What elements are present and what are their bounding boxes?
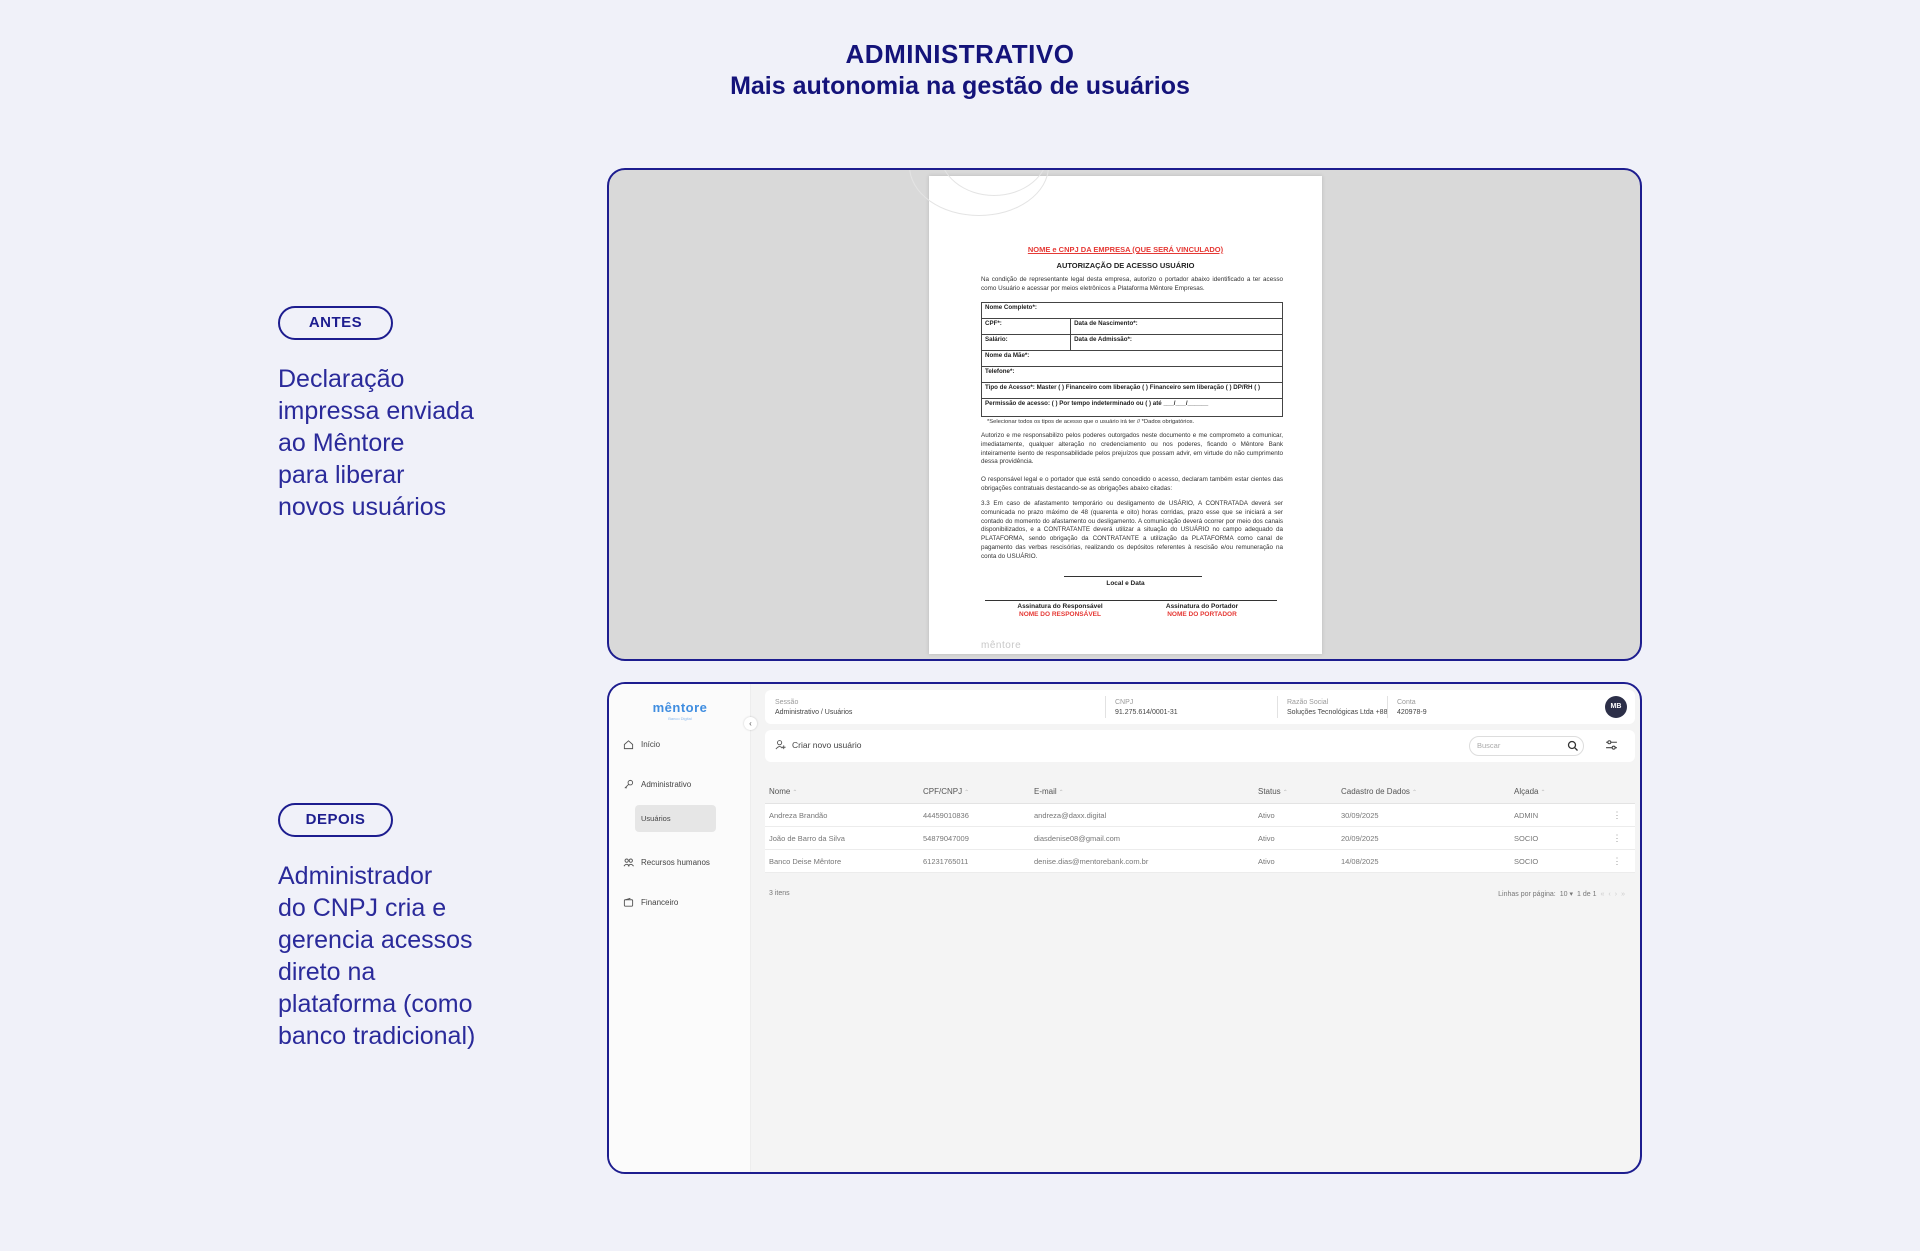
filter-icon[interactable] [1605,739,1618,752]
doc-watermark: mêntore [981,640,1022,651]
cell-email: andreza@daxx.digital [1034,810,1107,820]
items-count: 3 itens [769,890,790,897]
doc-sig-port-label: Assinatura do Portador [1165,603,1239,610]
doc-field-nascimento: Data de Nascimento*: [1071,319,1283,335]
add-user-icon [775,739,786,750]
doc-field-telefone: Telefone*: [982,367,1283,383]
sidebar-item-label: Recursos humanos [641,858,710,867]
sidebar-collapse-button[interactable]: ‹ [744,717,757,730]
cell-nome: Andreza Brandão [769,810,828,820]
doc-intro: Na condição de representante legal desta empresa, autorizo o portador abaixo identificado a ter acesso como Usuário e acessar por meios eletrônicos a Plataforma Mêntore Empresas. [981,276,1283,292]
sort-icon: ⌃ [964,790,970,796]
row-actions-icon[interactable]: ⋮ [1612,809,1622,820]
sort-icon: ⌃ [792,790,798,796]
table-row[interactable] [765,827,1635,850]
doc-field-mae: Nome da Mãe*: [982,351,1283,367]
divider [1277,696,1278,718]
search-icon[interactable] [1567,740,1579,752]
doc-form-table [981,302,1283,417]
column-label: CPF/CNPJ [923,787,963,796]
divider [1387,696,1388,718]
doc-sig-resp-label: Assinatura do Responsável [1017,603,1103,610]
after-frame [607,682,1642,1174]
doc-para-2: O responsável legal e o portador que está sendo concedido o acesso, declaram também estar cientes das obrigações contratuais destacando-se as obrigações abaixo citadas: [981,476,1283,492]
column-header-alcada[interactable] [1510,787,1595,796]
cell-cpf: 61231765011 [923,856,969,866]
doc-sig-port-name: NOME DO PORTADOR [1167,611,1237,618]
users-table [765,780,1635,873]
context-bar [765,690,1635,724]
sidebar-item-financeiro[interactable] [623,897,678,908]
column-label: Alçada [1514,787,1539,796]
sidebar-item-label: Início [641,740,661,749]
antes-caption: Declaração impressa enviada ao Mêntore para liberar novos usuários [278,365,474,521]
sidebar-item-recursos-humanos[interactable] [623,857,710,868]
cell-cadastro: 14/08/2025 [1341,856,1379,866]
divider [1105,696,1106,718]
doc-location-date: Local e Data [1106,580,1145,587]
cnpj-info [1115,698,1178,718]
rows-per-page-label: Linhas por página: [1498,890,1556,898]
create-user-button[interactable] [775,739,861,750]
create-user-label: Criar novo usuário [792,739,862,750]
sort-icon: ⌃ [1058,790,1064,796]
first-page-icon[interactable]: « [1600,890,1605,898]
cell-email: diasdenise08@gmail.com [1034,833,1120,843]
doc-field-nome: Nome Completo*: [982,303,1283,319]
doc-field-tipo: Tipo de Acesso*: Master ( ) Financeiro com liberação ( ) Financeiro sem liberação ( ) DP/RH ( ) [982,383,1283,399]
column-header-status[interactable] [1254,787,1337,796]
page-subtitle: Mais autonomia na gestão de usuários [730,72,1190,100]
doc-field-salario: Salário: [982,335,1071,351]
sidebar-item-inicio[interactable] [623,739,660,750]
column-header-email[interactable] [1030,787,1254,796]
prev-page-icon[interactable]: ‹ [1608,890,1611,898]
depois-badge: DEPOIS [278,803,393,837]
rows-per-page-value: 10 [1559,891,1568,898]
doc-sig-resp-name: NOME DO RESPONSÁVEL [1019,611,1101,618]
column-label: E-mail [1034,787,1057,796]
doc-heading: AUTORIZAÇÃO DE ACESSO USUÁRIO [1056,261,1195,270]
cell-email: denise.dias@mentorebank.com.br [1034,856,1149,866]
doc-note: *Selecionar todos os tipos de acesso que o usuário irá ter // *Dados obrigatórios. [987,419,1195,425]
home-icon [623,739,634,750]
cnpj-value: 91.275.614/0001-31 [1115,709,1178,716]
cell-status: Ativo [1258,833,1275,843]
brand-logo[interactable]: mêntore [652,700,708,715]
rows-per-page-select[interactable]: 10 ▾ [1559,891,1574,898]
razao-social-value[interactable]: Soluções Tecnológicas Ltda +88 [1287,709,1388,716]
doc-location-line [1064,576,1202,577]
conta-label: Conta [1397,699,1416,706]
next-page-icon[interactable]: › [1614,890,1618,898]
table-footer [765,886,1635,904]
wallet-icon [623,897,634,908]
page-info: 1 de 1 [1577,890,1597,898]
doc-company-title: NOME e CNPJ DA EMPRESA (QUE SERÁ VINCULADO) [1027,245,1224,254]
avatar[interactable]: MB [1605,696,1627,718]
cell-status: Ativo [1258,810,1275,820]
cnpj-label: CNPJ [1115,699,1134,706]
cell-alcada: SOCIO [1514,833,1539,843]
column-header-nome[interactable] [765,787,919,796]
users-toolbar [765,730,1635,762]
cell-status: Ativo [1258,856,1275,866]
people-icon [623,857,634,868]
cell-cadastro: 20/09/2025 [1341,833,1379,843]
table-row[interactable] [765,850,1635,873]
sort-icon: ⌃ [1282,790,1288,796]
page-header [0,38,1920,102]
razao-social-label: Razão Social [1287,699,1329,706]
doc-field-permissao: Permissão de acesso: ( ) Por tempo indeterminado ou ( ) até ___/___/______ [982,399,1283,417]
conta-value: 420978-9 [1397,709,1427,716]
page-title: ADMINISTRATIVO [845,39,1075,69]
doc-para-1: Autorizo e me responsabilizo pelos poderes outorgados neste documento e me comprometo a comunicar, imediatamente, qualquer alteração no credenciamento ou nos poderes, ficando o Mêntore Bank inteiramente isento de responsabilidade pelos prejuízos que possam advir, em virtude do não cumprimento dessa providência. [981,432,1283,466]
sidebar [609,684,751,1174]
search-input[interactable] [1469,736,1584,756]
cell-cpf: 54879047009 [923,833,969,843]
sidebar-subitem-usuarios[interactable]: Usuários [635,805,716,832]
conta-info [1397,698,1427,718]
doc-signature-portador [1127,600,1277,619]
printed-declaration [929,176,1322,654]
doc-para-3: 3.3 Em caso de afastamento temporário ou desligamento de USÁRIO, A CONTRATADA deverá ser comunicada no prazo máximo de 48 (quarenta e oito) horas corridas, prazo esse que se iniciará a ser contado do momento do afastamento ou desligamento. A comunicação deverá ocorrer por meio dos canais disponibilizados, e a CONTRATANTE deverá utilizar a situação do USUÁRIO no campo adequado da PLATAFORMA, sendo obrigação da CONTRATANTE a utilização da PLATAFORMA como canal de pagamento das verbas rescisórias, realizando os depósitos referentes à rescisão e/ou remuneração na conta do USUÁRIO. [981,500,1283,560]
depois-caption: Administrador do CNPJ cria e gerencia acessos direto na plataforma (como banco tradicional) [278,862,476,1050]
search-placeholder: Buscar [1477,741,1501,750]
doc-signature-responsavel [985,600,1135,619]
razao-social-info [1287,698,1387,718]
column-header-cpf[interactable] [919,787,1030,796]
cell-alcada: ADMIN [1514,810,1539,820]
column-label: Nome [769,787,791,796]
doc-field-cpf: CPF*: [982,319,1071,335]
antes-badge: ANTES [278,306,393,340]
pagination [1498,890,1625,898]
sidebar-item-label: Administrativo [641,780,692,789]
row-actions-icon[interactable]: ⋮ [1612,832,1622,843]
breadcrumb: Administrativo / Usuários [775,709,853,716]
table-row[interactable] [765,804,1635,827]
cell-alcada: SOCIO [1514,856,1539,866]
session-label: Sessão [775,699,799,706]
column-header-cadastro[interactable] [1337,787,1510,796]
column-label: Status [1258,787,1281,796]
cell-nome: Banco Deise Mêntore [769,856,842,866]
key-icon [623,779,634,790]
before-frame [607,168,1642,661]
sort-icon: ⌃ [1540,790,1546,796]
sidebar-item-administrativo[interactable] [623,779,691,790]
cell-cpf: 44459010836 [923,810,969,820]
session-info [775,698,852,718]
doc-field-admissao: Data de Admissão*: [1071,335,1283,351]
sort-icon: ⌃ [1411,790,1417,796]
sidebar-item-label: Financeiro [641,898,679,907]
table-header [765,780,1635,804]
row-actions-icon[interactable]: ⋮ [1612,855,1622,866]
column-label: Cadastro de Dados [1341,787,1410,796]
cell-nome: João de Barro da Silva [769,833,845,843]
brand-logo-tagline: Banco Digital [668,716,692,721]
last-page-icon[interactable]: » [1621,890,1625,898]
cell-cadastro: 30/09/2025 [1341,810,1379,820]
